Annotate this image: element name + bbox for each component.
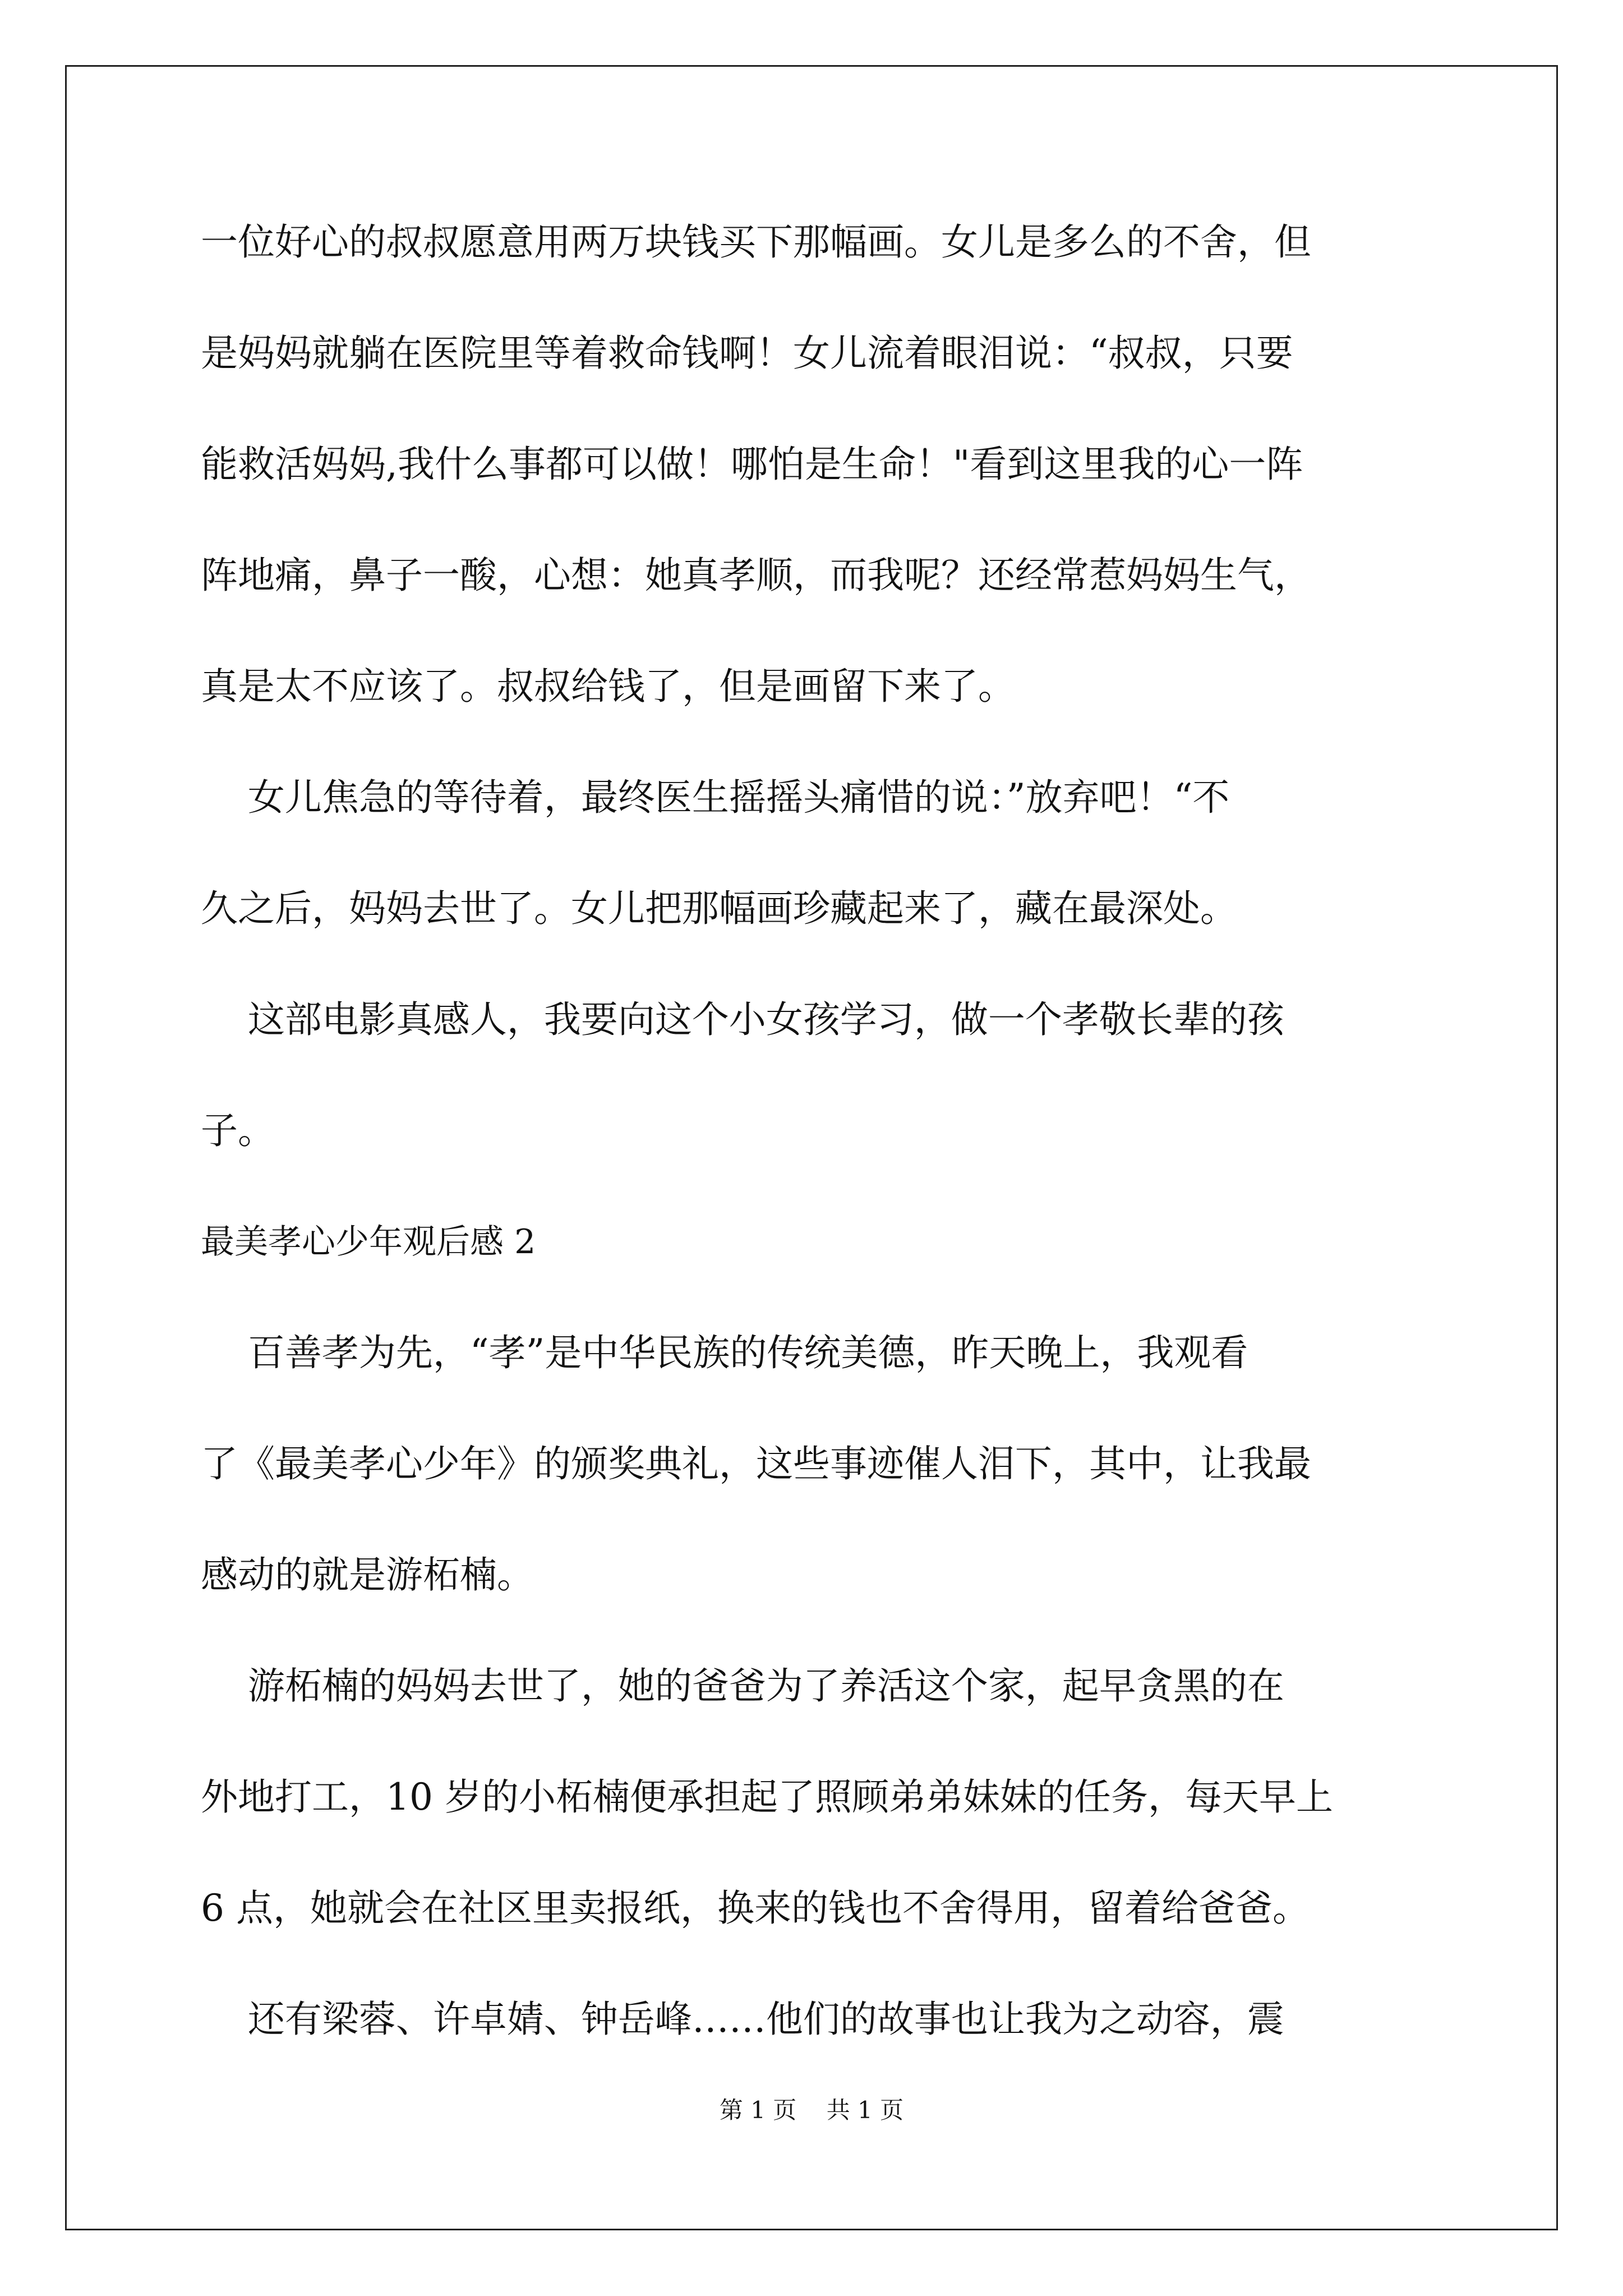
text-line: 这部电影真感人，我要向这个小女孩学习，做一个孝敬长辈的孩	[201, 998, 1284, 1041]
text-line: 6 点，她就会在社区里卖报纸，换来的钱也不舍得用，留着给爸爸。	[201, 1887, 1310, 1930]
text-line: 女儿焦急的等待着，最终医生摇摇头痛惜的说：”放弃吧！“不	[201, 776, 1230, 819]
page-number-footer: 第 1 页 共 1 页	[719, 2096, 904, 2124]
text-line: 真是太不应该了。叔叔给钱了，但是画留下来了。	[201, 665, 1015, 708]
text-line: 了《最美孝心少年》的颁奖典礼，这些事迹催人泪下，其中，让我最	[201, 1442, 1311, 1485]
text-line: 百善孝为先，“孝”是中华民族的传统美德，昨天晚上，我观看	[201, 1331, 1248, 1374]
text-line: 能救活妈妈,我什么事都可以做！哪怕是生命！"看到这里我的心一阵	[201, 443, 1303, 486]
text-line: 游柘楠的妈妈去世了，她的爸爸为了养活这个家，起早贪黑的在	[201, 1664, 1284, 1708]
text-line: 子。	[201, 1109, 275, 1152]
text-line: 一位好心的叔叔愿意用两万块钱买下那幅画。女儿是多么的不舍，但	[201, 220, 1311, 264]
section-heading: 最美孝心少年观后感 2	[201, 1222, 536, 1262]
text-line: 是妈妈就躺在医院里等着救命钱啊！女儿流着眼泪说：“叔叔，只要	[201, 332, 1293, 375]
text-line: 还有梁蓉、许卓婧、钟岳峰……他们的故事也让我为之动容，震	[201, 1998, 1284, 2041]
text-line: 久之后，妈妈去世了。女儿把那幅画珍藏起来了，藏在最深处。	[201, 887, 1237, 930]
text-line: 阵地痛，鼻子一酸，心想：她真孝顺，而我呢？还经常惹妈妈生气，	[201, 554, 1311, 597]
text-line: 外地打工，10 岁的小柘楠便承担起了照顾弟弟妹妹的任务，每天早上	[201, 1775, 1333, 1819]
text-line: 感动的就是游柘楠。	[201, 1553, 534, 1596]
